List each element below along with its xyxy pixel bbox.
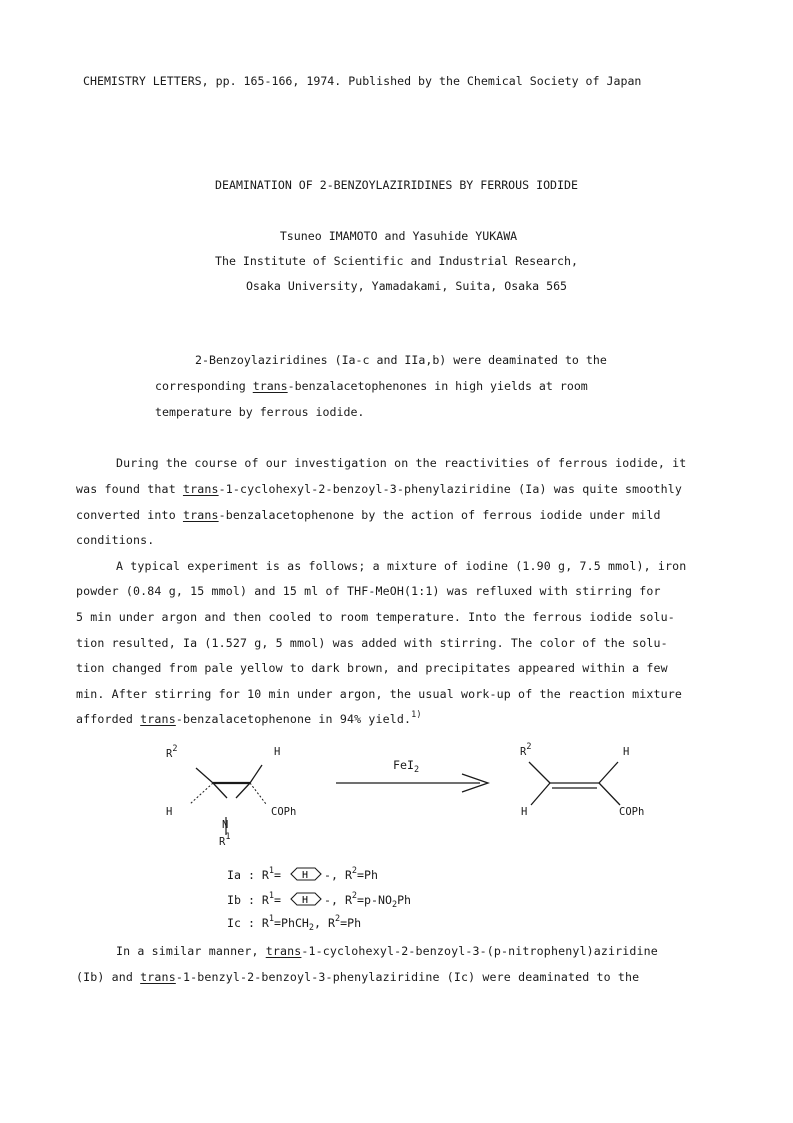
r-sup: 1: [268, 891, 275, 901]
footnote-ref: 1): [411, 710, 422, 720]
body-line: min. After stirring for 10 min under argon, the usual work-up of the reaction mixture: [76, 687, 683, 701]
trans-underlined: trans: [252, 379, 288, 393]
h-label: H: [166, 806, 173, 818]
r-text: =PhCH: [274, 916, 309, 930]
h-label: H: [521, 806, 528, 818]
abstract-line-3: temperature by ferrous iodide.: [155, 405, 365, 419]
label-sup: 1: [225, 832, 231, 842]
label-sup: 2: [526, 742, 532, 752]
body-text: converted into: [76, 508, 183, 522]
r-text: R: [344, 893, 352, 907]
h-label: H: [274, 746, 281, 758]
r-text: =: [274, 893, 281, 907]
r-text: R: [261, 893, 269, 907]
body-text: -benzalacetophenone in 94% yield.: [175, 712, 412, 726]
dashed-bond: [190, 783, 213, 804]
coph-label: COPh: [619, 806, 645, 818]
body-text: -1-cyclohexyl-2-benzoyl-3-phenylaziridine (Ia) was quite smoothly: [218, 482, 683, 496]
coph-label: COPh: [271, 806, 297, 818]
body-text: -1-cyclohexyl-2-benzoyl-3-(p-nitrophenyl)aziridine: [301, 944, 658, 958]
journal-header: CHEMISTRY LETTERS, pp. 165-166, 1974. Published by the Chemical Society of Japan: [83, 74, 642, 88]
label-text: R: [520, 746, 527, 758]
label-sup: 2: [172, 744, 178, 754]
h-label: H: [623, 746, 630, 758]
compound-ia: [227, 866, 378, 885]
body-line: [116, 944, 658, 958]
bond: [236, 783, 250, 798]
label-sub: 2: [413, 765, 420, 775]
body-line: [76, 482, 682, 496]
reagent-label: [393, 758, 420, 775]
r-sub: 2: [308, 923, 315, 933]
compound-id: Ic :: [227, 916, 255, 930]
r-sup: 2: [351, 891, 358, 901]
cyclohexyl-icon: [289, 891, 323, 910]
dashed-bond: [250, 783, 266, 804]
bond: [531, 783, 550, 805]
r-sup: 2: [351, 866, 358, 876]
r2-label: [520, 742, 532, 758]
abstract-line-1: 2-Benzoylaziridines (Ia-c and IIa,b) were deaminated to the: [195, 353, 607, 367]
compound-id: Ia :: [227, 868, 255, 882]
reaction-scheme: [0, 735, 793, 850]
body-text: -benzalacetophenone by the action of ferrous iodide under mild: [218, 508, 661, 522]
paper-title: DEAMINATION OF 2-BENZOYLAZIRIDINES BY FERROUS IODIDE: [215, 178, 578, 192]
r-text: R: [344, 868, 352, 882]
abstract-text: corresponding: [155, 379, 253, 393]
bond: [196, 768, 213, 783]
abstract-line-2: [155, 379, 588, 393]
cyclohexyl-icon: [289, 866, 323, 885]
affiliation-line-2: Osaka University, Yamadakami, Suita, Osaka 565: [245, 279, 568, 293]
hex-label: H: [301, 870, 309, 881]
body-line: A typical experiment is as follows; a mixture of iodine (1.90 g, 7.5 mmol), iron: [116, 559, 687, 573]
body-text: was found that: [76, 482, 183, 496]
compound-ic: [227, 914, 362, 933]
r-text: Ph: [397, 893, 412, 907]
trans-underlined: trans: [140, 712, 176, 726]
r-text: R: [261, 916, 269, 930]
n-label: N: [222, 819, 229, 831]
trans-underlined: trans: [265, 944, 302, 958]
authors: Tsuneo IMAMOTO and Yasuhide YUKAWA: [279, 229, 518, 243]
body-line: During the course of our investigation on the reactivities of ferrous iodide, it: [116, 456, 687, 470]
r-sup: 2: [335, 914, 341, 924]
body-text: afforded: [76, 712, 141, 726]
label-text: FeI: [393, 758, 414, 772]
hex-label: H: [301, 895, 309, 906]
trans-underlined: trans: [182, 508, 219, 522]
r-text: =Ph: [340, 916, 362, 930]
r-sup: 1: [268, 866, 275, 876]
bond: [213, 783, 227, 798]
trans-underlined: trans: [182, 482, 219, 496]
body-line: 5 min under argon and then cooled to room temperature. Into the ferrous iodide solu-: [76, 610, 675, 624]
body-line: tion resulted, Ia (1.527 g, 5 mmol) was added with stirring. The color of the solu-: [76, 636, 668, 650]
r-text: ,: [314, 916, 322, 930]
body-line: [76, 508, 661, 522]
compound-id: Ib :: [227, 893, 255, 907]
r-text: =: [274, 868, 281, 882]
label-text: R: [166, 748, 173, 760]
r-text: R: [328, 916, 335, 930]
body-text: -1-benzyl-2-benzoyl-3-phenylaziridine (Ic) were deaminated to the: [175, 970, 640, 984]
r-sup: 1: [268, 914, 275, 924]
bond: [250, 765, 262, 783]
bond: [599, 783, 620, 805]
body-line: [76, 712, 422, 726]
r1-label: [219, 832, 231, 848]
abstract-text: -benzalacetophenones in high yields at room: [287, 379, 588, 393]
body-line: conditions.: [76, 533, 155, 547]
label-text: R: [219, 836, 226, 848]
r2-label: [166, 744, 178, 760]
r-text: -,: [323, 893, 338, 907]
body-line: tion changed from pale yellow to dark brown, and precipitates appeared within a few: [76, 661, 668, 675]
bond: [529, 762, 550, 783]
r-text: =p-NO: [357, 893, 392, 907]
bond: [599, 762, 618, 783]
trans-underlined: trans: [140, 970, 176, 984]
body-text: (Ib) and: [76, 970, 141, 984]
r-text: R: [261, 868, 269, 882]
r-text: =Ph: [357, 868, 378, 882]
body-line: powder (0.84 g, 15 mmol) and 15 ml of THF-MeOH(1:1) was refluxed with stirring for: [76, 584, 661, 598]
compound-ib: [227, 891, 411, 910]
affiliation-line-1: The Institute of Scientific and Industrial Research,: [215, 254, 578, 268]
body-line: [76, 970, 639, 984]
body-text: In a similar manner,: [116, 944, 266, 958]
r-text: -,: [323, 868, 338, 882]
r-sub: 2: [391, 900, 398, 910]
